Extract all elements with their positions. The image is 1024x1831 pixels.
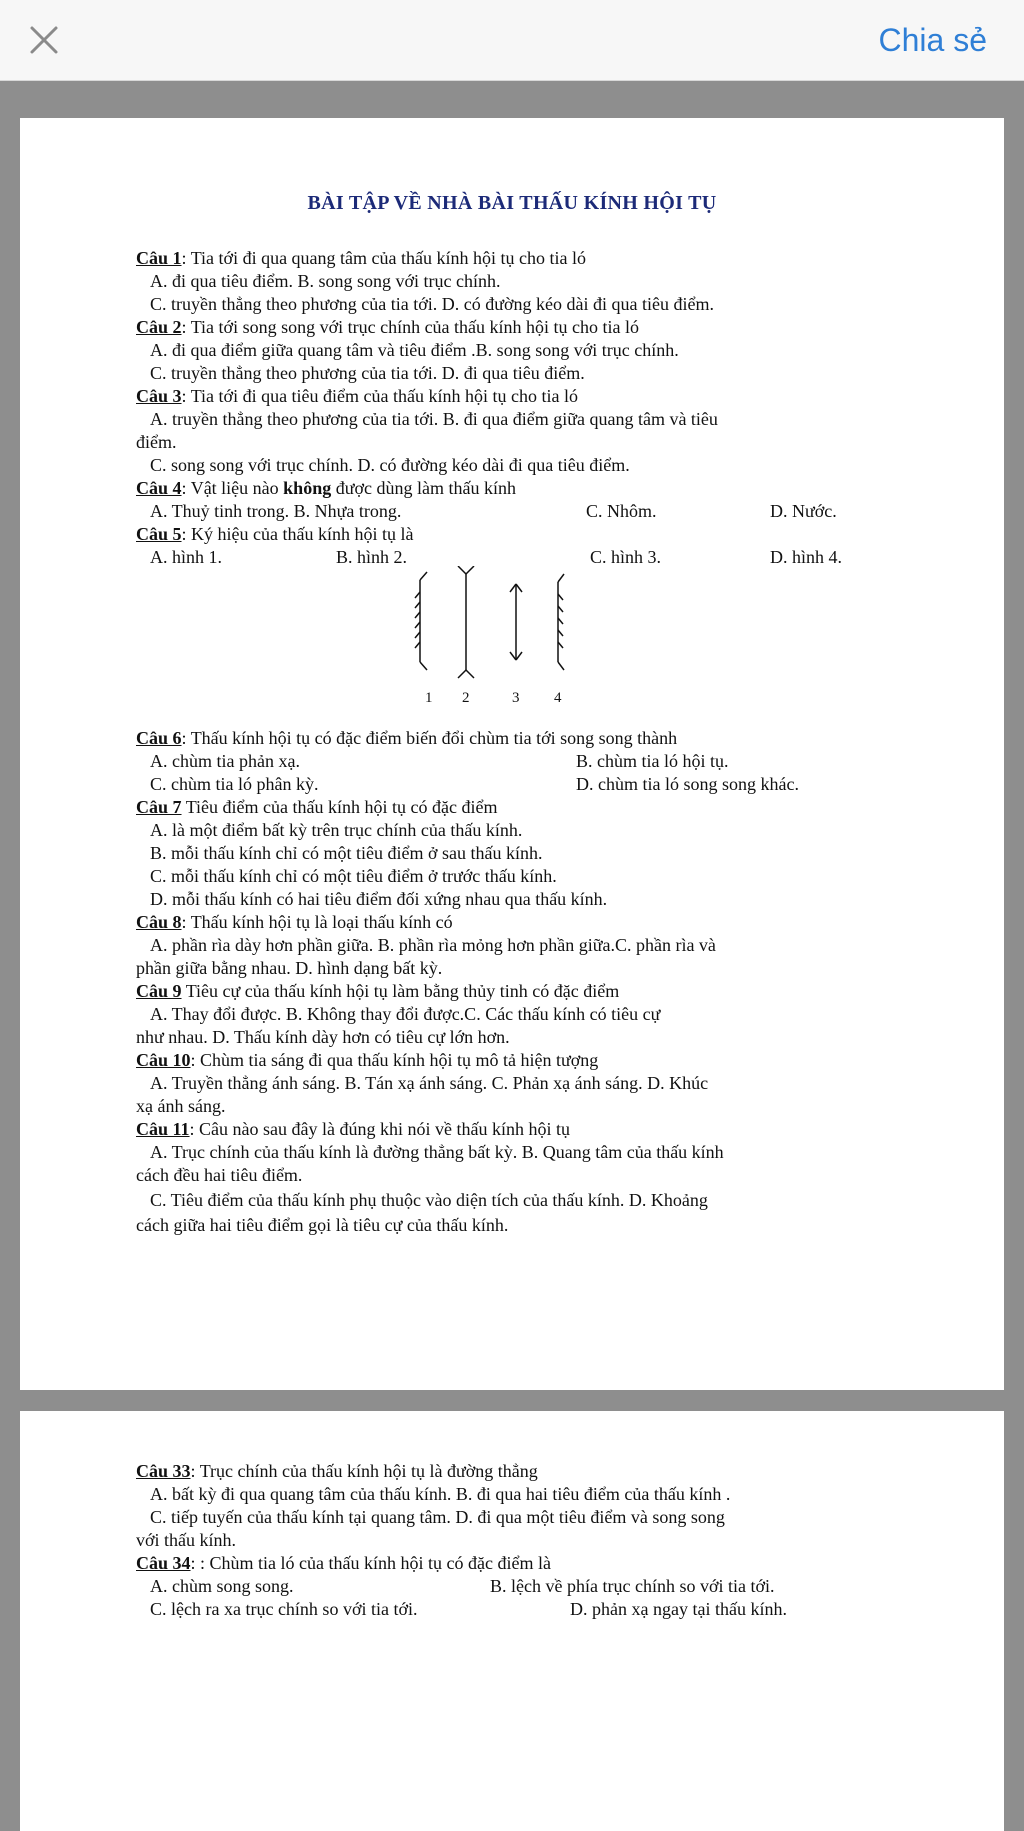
question-text: : Thấu kính hội tụ có đặc điểm biến đổi chùm tia tới song song thành xyxy=(181,728,678,748)
answer-line: A. Truyền thẳng ánh sáng. B. Tán xạ ánh sáng. C. Phản xạ ánh sáng. D. Khúc xyxy=(150,1073,709,1093)
answer-c: C. mỗi thấu kính chỉ có một tiêu điểm ở trước thấu kính. xyxy=(150,866,557,886)
document-page-2 xyxy=(20,1411,1004,1831)
answer-b: B. chùm tia ló hội tụ. xyxy=(576,751,729,771)
question-label: Câu 2 xyxy=(136,317,182,337)
share-button[interactable]: Chia sẻ xyxy=(878,22,987,58)
question-text-bold: không xyxy=(283,478,332,498)
question-2 xyxy=(136,315,639,339)
answer-c: C. Nhôm. xyxy=(586,501,657,521)
question-label: Câu 33 xyxy=(136,1461,191,1481)
answer-line: C. truyền thẳng theo phương của tia tới. D. đi qua tiêu điểm. xyxy=(150,363,585,383)
answer-a: A. chùm tia phản xạ. xyxy=(150,751,300,771)
answer-d: D. Nước. xyxy=(770,501,837,521)
page-title: BÀI TẬP VỀ NHÀ BÀI THẤU KÍNH HỘI TỤ xyxy=(307,192,717,214)
question-text: được dùng làm thấu kính xyxy=(331,478,516,498)
answer-line: C. tiếp tuyến của thấu kính tại quang tâm. D. đi qua một tiêu điểm và song song xyxy=(150,1507,725,1527)
figure-number-4: 4 xyxy=(554,690,562,706)
lens-symbols-figure xyxy=(400,566,610,686)
answer-line: cách đều hai tiêu điểm. xyxy=(136,1165,303,1185)
question-text: : Thấu kính hội tụ là loại thấu kính có xyxy=(181,912,453,932)
answer-line: phần giữa bằng nhau. D. hình dạng bất kỳ. xyxy=(136,958,443,978)
question-text: : : Chùm tia ló của thấu kính hội tụ có đặc điểm là xyxy=(190,1553,551,1573)
answer-line: A. đi qua tiêu điểm. B. song song với trục chính. xyxy=(150,271,501,291)
figure-number-1: 1 xyxy=(425,690,433,706)
question-text: : Trục chính của thấu kính hội tụ là đường thẳng xyxy=(190,1461,538,1481)
answer-a: A. hình 1. xyxy=(150,547,222,567)
question-text: : Chùm tia sáng đi qua thấu kính hội tụ mô tả hiện tượng xyxy=(190,1050,599,1070)
question-label: Câu 7 xyxy=(136,797,182,817)
question-1 xyxy=(136,246,586,270)
answer-a: A. là một điểm bất kỳ trên trục chính của thấu kính. xyxy=(150,820,523,840)
question-text: Tiêu cự của thấu kính hội tụ làm bằng thủy tinh có đặc điểm xyxy=(181,981,620,1001)
lens-symbol-4 xyxy=(558,574,564,670)
answer-line: A. phần rìa dày hơn phần giữa. B. phần rìa mỏng hơn phần giữa.C. phần rìa và xyxy=(150,935,716,955)
question-8 xyxy=(136,910,453,934)
answer-d: D. hình 4. xyxy=(770,547,842,567)
answer-c: C. lệch ra xa trục chính so với tia tới. xyxy=(150,1599,418,1619)
top-bar xyxy=(0,0,1024,81)
question-label: Câu 11 xyxy=(136,1119,190,1139)
question-3 xyxy=(136,384,578,408)
question-text: Tiêu điểm của thấu kính hội tụ có đặc điểm xyxy=(181,797,498,817)
answer-line: C. truyền thẳng theo phương của tia tới. D. có đường kéo dài đi qua tiêu điểm. xyxy=(150,294,714,314)
lens-symbol-3 xyxy=(510,584,522,660)
answer-line: điểm. xyxy=(136,432,177,452)
question-text: : Tia tới đi qua quang tâm của thấu kính hội tụ cho tia ló xyxy=(181,248,586,268)
answer-line: cách giữa hai tiêu điểm gọi là tiêu cự của thấu kính. xyxy=(136,1215,509,1235)
question-label: Câu 3 xyxy=(136,386,182,406)
question-33 xyxy=(136,1459,538,1483)
answer-line: như nhau. D. Thấu kính dày hơn có tiêu cự lớn hơn. xyxy=(136,1027,510,1047)
question-label: Câu 4 xyxy=(136,478,182,498)
document-page-1 xyxy=(20,118,1004,1390)
lens-symbol-1 xyxy=(415,572,427,670)
lens-symbol-2 xyxy=(458,566,474,678)
question-label: Câu 6 xyxy=(136,728,182,748)
question-label: Câu 1 xyxy=(136,248,182,268)
question-text: : Ký hiệu của thấu kính hội tụ là xyxy=(181,524,414,544)
question-7 xyxy=(136,795,497,819)
answer-c: C. chùm tia ló phân kỳ. xyxy=(150,774,319,794)
answer-line: C. song song với trục chính. D. có đường kéo dài đi qua tiêu điểm. xyxy=(150,455,630,475)
answer-d: D. mỗi thấu kính có hai tiêu điểm đối xứng nhau qua thấu kính. xyxy=(150,889,608,909)
answer-line: với thấu kính. xyxy=(136,1530,237,1550)
question-4 xyxy=(136,476,516,500)
question-5 xyxy=(136,522,413,546)
answer-b: B. lệch về phía trục chính so với tia tới. xyxy=(490,1576,775,1596)
question-text: : Tia tới đi qua tiêu điểm của thấu kính hội tụ cho tia ló xyxy=(181,386,578,406)
answer-b: B. hình 2. xyxy=(336,547,408,567)
question-label: Câu 8 xyxy=(136,912,182,932)
question-9 xyxy=(136,979,619,1003)
question-label: Câu 5 xyxy=(136,524,182,544)
answer-c: C. hình 3. xyxy=(590,547,662,567)
answer-a: A. Thuỷ tinh trong. B. Nhựa trong. xyxy=(150,501,402,521)
answer-a: A. chùm song song. xyxy=(150,1576,294,1596)
question-11 xyxy=(136,1117,570,1141)
answer-line: xạ ánh sáng. xyxy=(136,1096,226,1116)
question-10 xyxy=(136,1048,598,1072)
document-viewer[interactable] xyxy=(0,81,1024,1817)
question-label: Câu 9 xyxy=(136,981,182,1001)
answer-line: A. bất kỳ đi qua quang tâm của thấu kính. B. đi qua hai tiêu điểm của thấu kính . xyxy=(150,1484,731,1504)
answer-b: B. mỗi thấu kính chỉ có một tiêu điểm ở sau thấu kính. xyxy=(150,843,543,863)
answer-line: A. đi qua điểm giữa quang tâm và tiêu điểm .B. song song với trục chính. xyxy=(150,340,679,360)
figure-number-3: 3 xyxy=(512,690,520,706)
question-label: Câu 34 xyxy=(136,1553,191,1573)
question-text: : Câu nào sau đây là đúng khi nói về thấu kính hội tụ xyxy=(189,1119,570,1139)
answer-d: D. phản xạ ngay tại thấu kính. xyxy=(570,1599,787,1619)
question-6 xyxy=(136,726,677,750)
answer-line: A. truyền thẳng theo phương của tia tới. B. đi qua điểm giữa quang tâm và tiêu xyxy=(150,409,718,429)
close-x-icon xyxy=(22,18,66,62)
figure-number-2: 2 xyxy=(462,690,470,706)
close-button[interactable] xyxy=(22,18,66,62)
answer-line: A. Thay đổi được. B. Không thay đổi được.C. Các thấu kính có tiêu cự xyxy=(150,1004,661,1024)
question-label: Câu 10 xyxy=(136,1050,191,1070)
question-34 xyxy=(136,1551,551,1575)
answer-line: C. Tiêu điểm của thấu kính phụ thuộc vào diện tích của thấu kính. D. Khoảng xyxy=(150,1190,708,1210)
question-text: : Vật liệu nào xyxy=(181,478,284,498)
answer-d: D. chùm tia ló song song khác. xyxy=(576,774,799,794)
answer-line: A. Trục chính của thấu kính là đường thẳng bất kỳ. B. Quang tâm của thấu kính xyxy=(150,1142,724,1162)
question-text: : Tia tới song song với trục chính của thấu kính hội tụ cho tia ló xyxy=(181,317,640,337)
